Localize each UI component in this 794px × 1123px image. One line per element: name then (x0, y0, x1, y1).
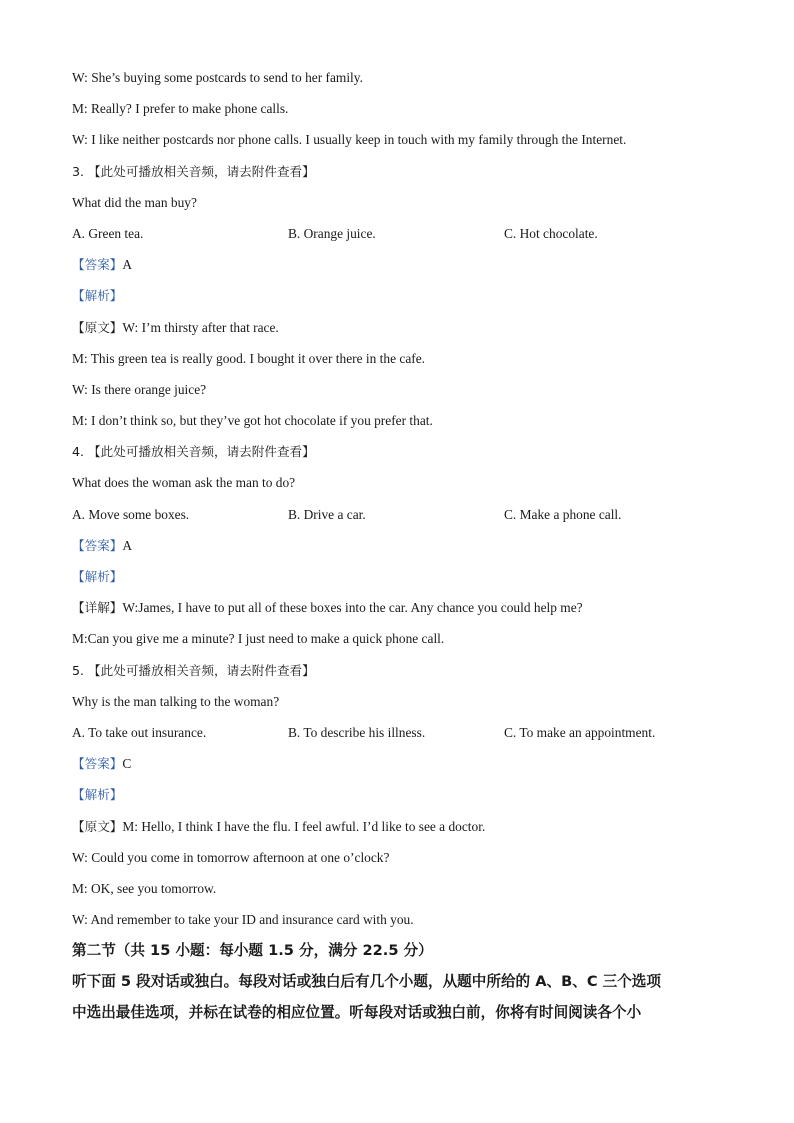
question-4-text: What does the woman ask the man to do? (72, 475, 296, 491)
answer-line (72, 748, 732, 779)
transcript-line: M:Can you give me a minute? I just need to make a quick phone call. (72, 631, 445, 647)
question-4-options (72, 499, 732, 530)
analysis-line (72, 561, 732, 592)
transcript-line: M: I don’t think so, but they’ve got hot chocolate if you prefer that. (72, 413, 433, 429)
analysis-line (72, 280, 732, 311)
question-3-options (72, 218, 732, 249)
transcript-line: W: Is there orange juice? (72, 381, 207, 397)
answer-tag: 【答案】 (72, 257, 123, 273)
audio-note: 【此处可播放相关音频，请去附件查看】 (88, 662, 315, 678)
analysis-tag: 【解析】 (72, 288, 123, 304)
question-5-header (72, 655, 732, 686)
question-number: 3. (72, 163, 85, 179)
transcript-line: W: And remember to take your ID and insurance card with you. (72, 912, 414, 928)
section-instructions: 听下面 5 段对话或独白。每段对话或独白后有几个小题，从题中所给的 A、B、C 三个选项 (72, 973, 661, 991)
answer-tag: 【答案】 (72, 537, 123, 553)
detail-tag: 【详解】 (72, 600, 123, 616)
option-b: B. To describe his illness. (288, 724, 426, 740)
transcript-line (72, 592, 732, 623)
answer-value: A (122, 257, 133, 273)
answer-value: C (122, 756, 132, 772)
answer-line (72, 249, 732, 280)
option-a: A. To take out insurance. (72, 724, 207, 740)
transcript-line: M: This green tea is really good. I bought it over there in the cafe. (72, 350, 426, 366)
option-c: C. Hot chocolate. (504, 225, 598, 241)
analysis-tag: 【解析】 (72, 569, 123, 584)
transcript-line: M: OK, see you tomorrow. (72, 880, 217, 896)
dialogue-line: W: She’s buying some postcards to send to her family. (72, 70, 363, 85)
answer-tag: 【答案】 (72, 756, 123, 772)
analysis-line (72, 779, 732, 810)
document-page (72, 62, 732, 1028)
option-b: B. Orange juice. (288, 225, 376, 241)
transcript-line (72, 811, 732, 842)
question-4-header (72, 436, 732, 467)
option-a: A. Green tea. (72, 225, 144, 241)
option-a: A. Move some boxes. (72, 506, 190, 522)
dialogue-line: W: I like neither postcards nor phone calls. I usually keep in touch with my family through the Internet. (72, 132, 627, 148)
option-c: C. Make a phone call. (504, 506, 622, 522)
question-3-text: What did the man buy? (72, 194, 197, 210)
question-number: 4. (72, 444, 85, 460)
audio-note: 【此处可播放相关音频，请去附件查看】 (88, 163, 315, 179)
question-5-text: Why is the man talking to the woman? (72, 693, 280, 709)
question-5-options (72, 717, 732, 748)
transcript-text: M: Hello, I think I have the flu. I feel awful. I’d like to see a doctor. (122, 818, 486, 834)
analysis-tag: 【解析】 (72, 787, 123, 803)
transcript-text: W: I’m thirsty after that race. (122, 319, 279, 335)
section-instructions: 中选出最佳选项，并标在试卷的相应位置。听每段对话或独白前，你将有时间阅读各个小 (72, 1004, 642, 1022)
question-number: 5. (72, 662, 85, 678)
transcript-text: W:James, I have to put all of these boxes into the car. Any chance you could help me? (122, 600, 583, 616)
transcript-line: W: Could you come in tomorrow afternoon at one o’clock? (72, 849, 390, 865)
option-c: C. To make an appointment. (504, 724, 656, 740)
transcript-line (72, 312, 732, 343)
original-tag: 【原文】 (72, 319, 123, 335)
dialogue-line: M: Really? I prefer to make phone calls. (72, 101, 289, 117)
option-b: B. Drive a car. (288, 506, 366, 522)
question-3-header (72, 156, 732, 187)
original-tag: 【原文】 (72, 818, 123, 834)
answer-value: A (122, 537, 133, 553)
answer-line (72, 530, 732, 561)
section-heading: 第二节（共 15 小题：每小题 1.5 分，满分 22.5 分） (72, 942, 433, 960)
audio-note: 【此处可播放相关音频，请去附件查看】 (88, 444, 315, 460)
